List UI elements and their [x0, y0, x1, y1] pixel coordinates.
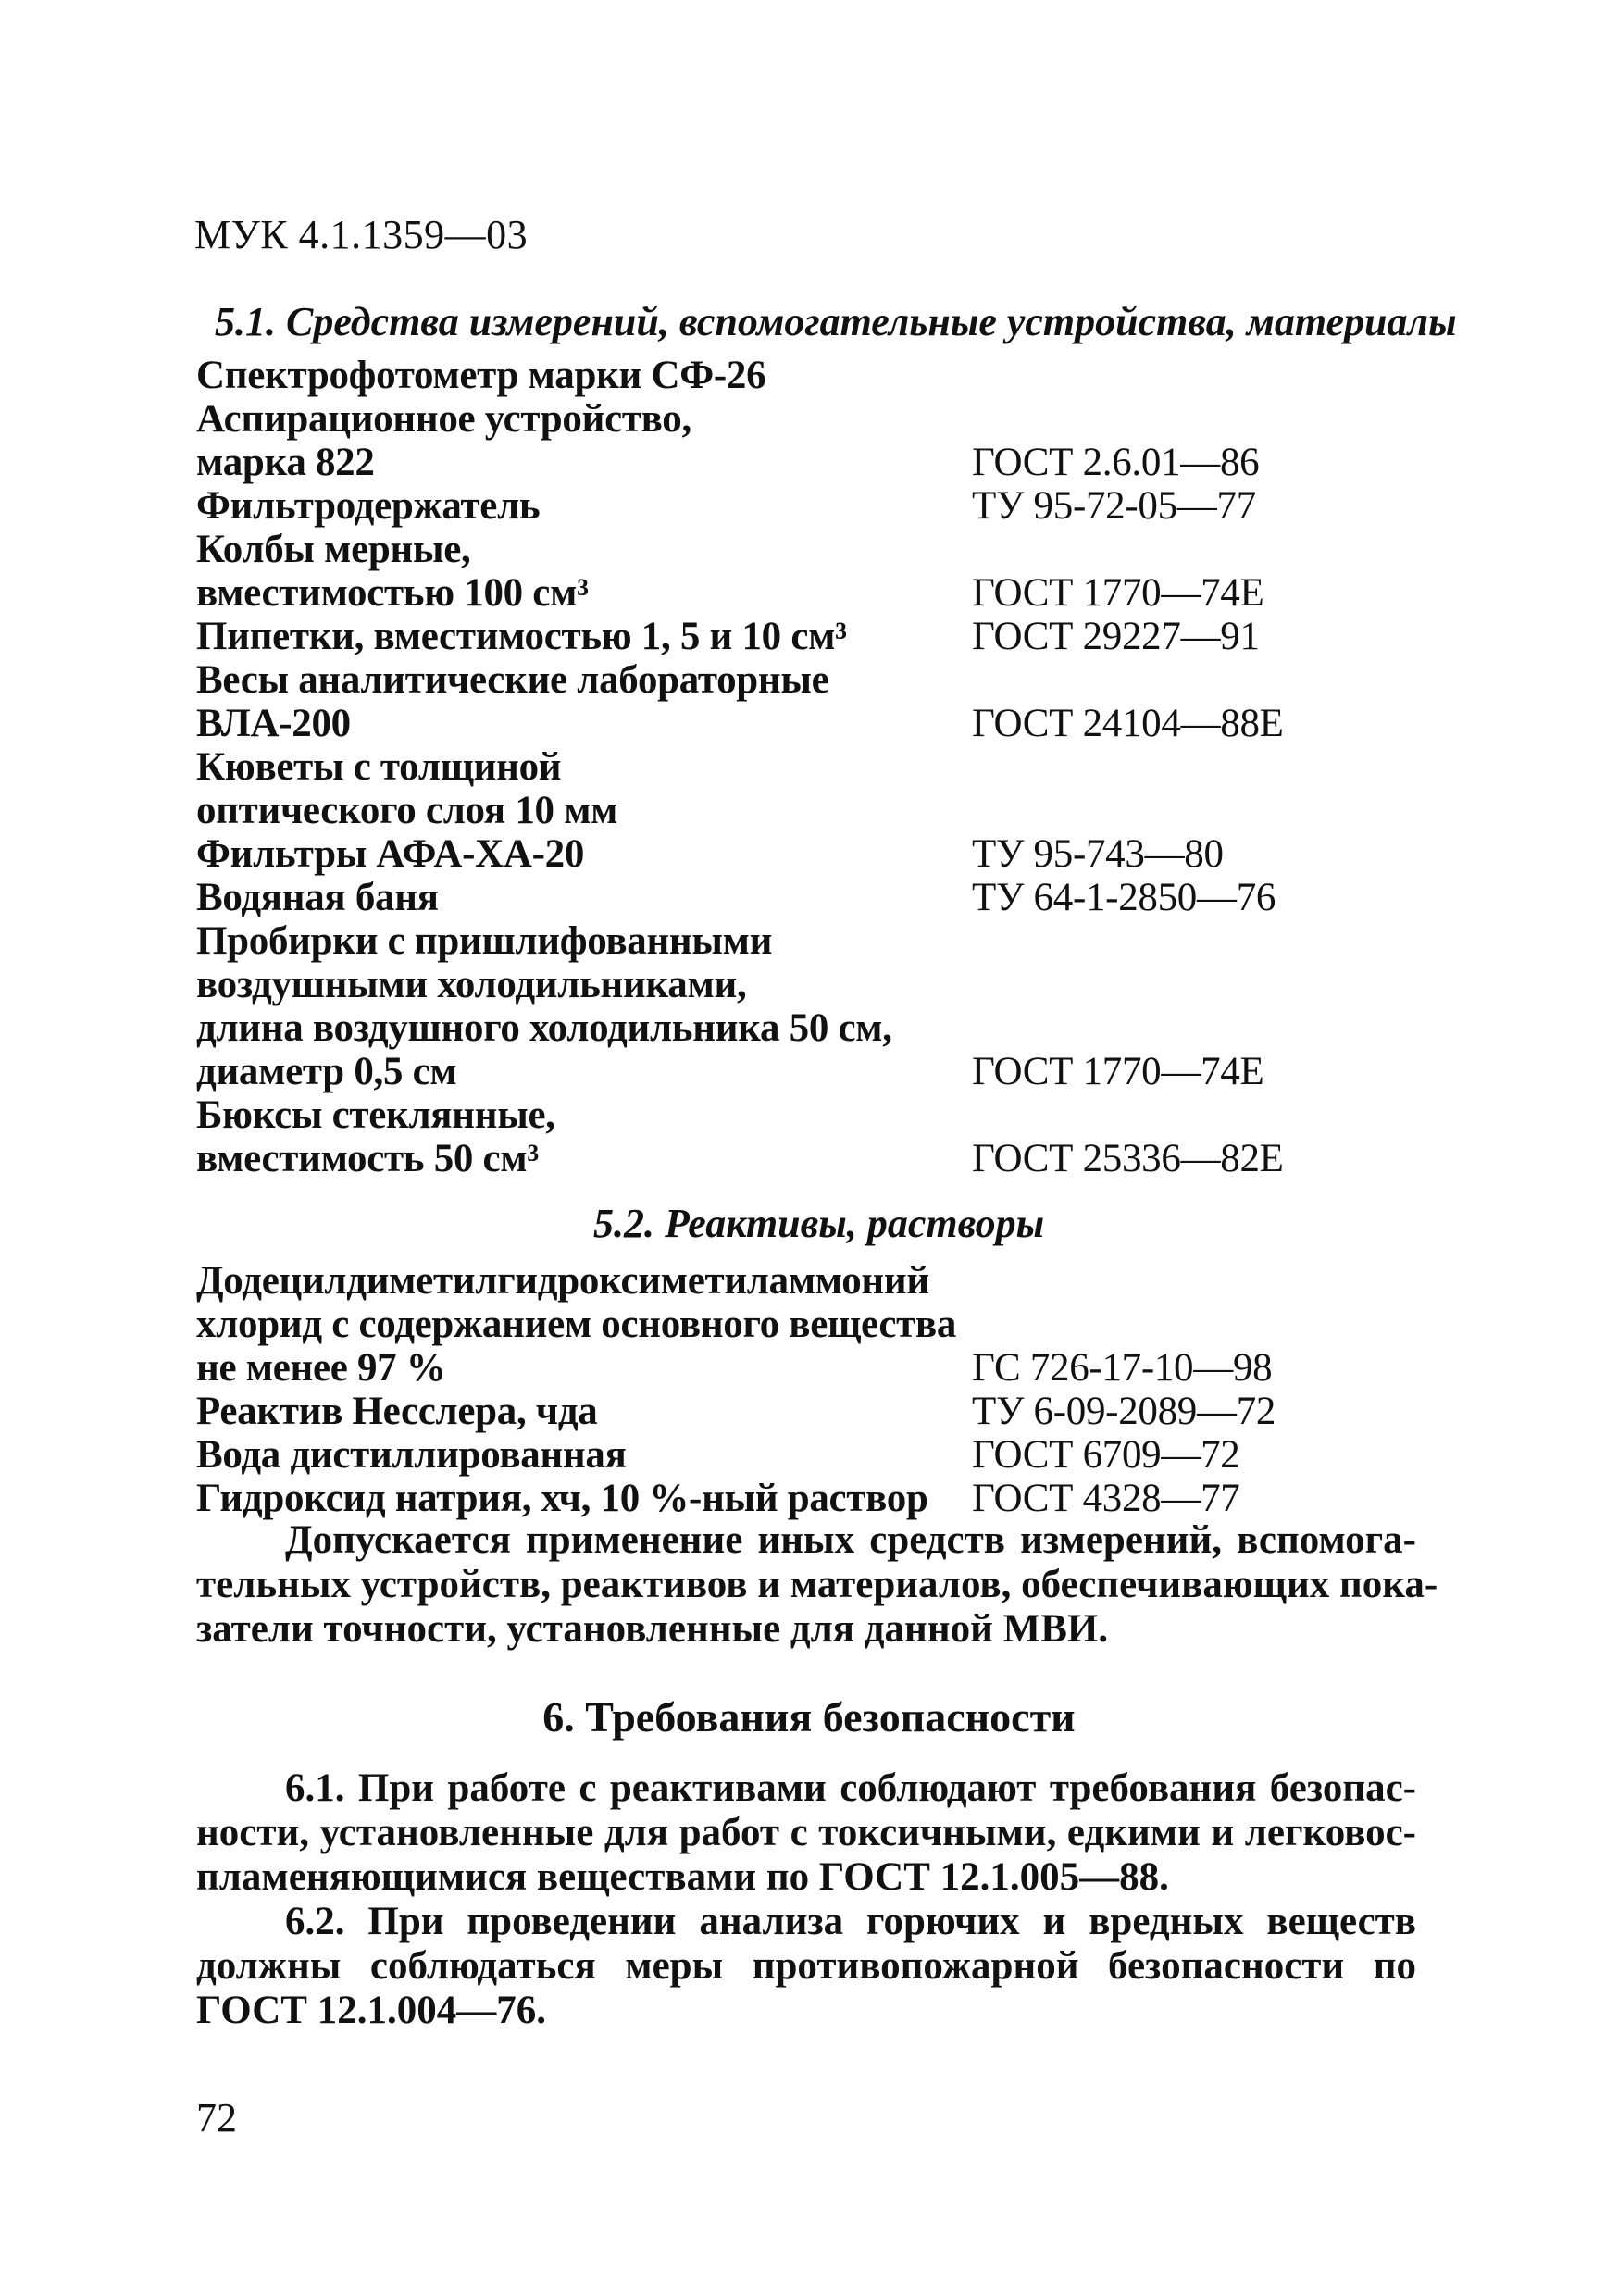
list-row [196, 1050, 1437, 1094]
list-row [196, 397, 1437, 442]
list-row [196, 658, 1437, 703]
substitution-note [196, 1518, 1438, 1652]
item-name: вместимость 50 см³ [196, 1137, 539, 1180]
item-name: Додецилдиметилгидроксиметиламмоний [196, 1259, 929, 1303]
page-number: 72 [196, 2095, 237, 2140]
list-row [196, 1390, 1437, 1434]
item-standard: ТУ 6-09-2089—72 [972, 1390, 1276, 1433]
section-5-2-heading: 5.2. Реактивы, растворы [593, 1201, 1045, 1246]
list-row [196, 919, 1437, 964]
item-name: Пробирки с пришлифованными [196, 919, 773, 963]
item-standard: ГОСТ 24104—88Е [972, 702, 1284, 745]
section-5-1-heading: 5.1. Средства измерений, вспомогательные устройства, материалы [215, 299, 1457, 344]
list-row [196, 1093, 1437, 1138]
list-row [196, 1303, 1437, 1347]
item-name: Водяная баня [196, 876, 439, 919]
item-name: Пипетки, вместимостью 1, 5 и 10 см³ [196, 615, 847, 658]
list-row [196, 1433, 1437, 1478]
item-name: Гидроксид натрия, хч, 10 %-ный раствор [196, 1477, 928, 1520]
item-name: воздушными холодильниками, [196, 963, 747, 1006]
item-standard: ТУ 95-72-05—77 [972, 484, 1256, 528]
list-row [196, 1137, 1437, 1181]
item-name: Спектрофотометр марки СФ-26 [196, 354, 766, 397]
item-name: Бюксы стеклянные, [196, 1093, 555, 1137]
item-name: Колбы мерные, [196, 528, 471, 571]
item-name: вместимостью 100 см³ [196, 571, 589, 615]
item-name: диаметр 0,5 см [196, 1050, 457, 1093]
paragraph-6-2 [196, 1900, 1416, 2033]
paragraph-line: ГОСТ 12.1.004—76. [196, 1989, 546, 2032]
paragraph-line: пламеняющимися веществами по ГОСТ 12.1.005—88. [196, 1855, 1169, 1899]
list-row [196, 1346, 1437, 1391]
item-name: Реактив Несслера, чда [196, 1390, 598, 1433]
item-name: Фильтродержатель [196, 484, 541, 528]
item-standard: ГОСТ 29227—91 [972, 615, 1260, 658]
list-row [196, 789, 1437, 833]
item-standard: ТУ 64-1-2850—76 [972, 876, 1276, 919]
paragraph-6-1 [196, 1766, 1416, 1900]
item-standard: ГОСТ 4328—77 [972, 1477, 1240, 1520]
list-row [196, 528, 1437, 572]
note-line: затели точности, установленные для данной МВИ. [196, 1607, 1109, 1651]
list-row [196, 832, 1437, 877]
list-row [196, 876, 1437, 920]
item-name: оптического слоя 10 мм [196, 789, 618, 832]
item-standard: ГС 726-17-10—98 [972, 1346, 1273, 1390]
section-6-heading: 6. Требования безопасности [542, 1693, 1076, 1741]
paragraph-line: ности, установленные для работ с токсичными, едкими и легковос- [196, 1811, 1416, 1854]
item-standard: ГОСТ 2.6.01—86 [972, 441, 1260, 484]
item-name: Фильтры АФА-ХА-20 [196, 832, 585, 876]
list-row [196, 963, 1437, 1007]
list-row [196, 571, 1437, 616]
list-row [196, 615, 1437, 659]
item-standard: ТУ 95-743—80 [972, 832, 1224, 876]
list-row [196, 1477, 1437, 1521]
item-name: Аспирационное устройство, [196, 397, 691, 441]
paragraph-line: 6.1. При работе с реактивами соблюдают требования безопас- [285, 1766, 1416, 1810]
list-row [196, 702, 1437, 746]
item-name: ВЛА-200 [196, 702, 351, 745]
list-row [196, 484, 1437, 529]
paragraph-line: должны соблюдаться меры противопожарной безопасности по [196, 1944, 1416, 1988]
note-line: тельных устройств, реактивов и материалов, обеспечивающих пока- [196, 1563, 1438, 1606]
paragraph-line: 6.2. При проведении анализа горючих и вредных веществ [285, 1900, 1416, 1943]
item-standard: ГОСТ 25336—82Е [972, 1137, 1284, 1180]
note-line: Допускается применение иных средств измерений, вспомога- [285, 1518, 1416, 1562]
list-row [196, 1006, 1437, 1051]
document-code: МУК 4.1.1359—03 [194, 212, 529, 257]
list-row [196, 745, 1437, 790]
item-name: не менее 97 % [196, 1346, 446, 1390]
list-row [196, 354, 1437, 398]
item-standard: ГОСТ 1770—74Е [972, 571, 1264, 615]
item-standard: ГОСТ 1770—74Е [972, 1050, 1264, 1093]
item-standard: ГОСТ 6709—72 [972, 1433, 1240, 1477]
item-name: хлорид с содержанием основного вещества [196, 1303, 957, 1346]
item-name: Вода дистиллированная [196, 1433, 627, 1477]
list-row [196, 1259, 1437, 1304]
item-name: марка 822 [196, 441, 375, 484]
item-name: Кюветы с толщиной [196, 745, 562, 789]
item-name: длина воздушного холодильника 50 см, [196, 1006, 892, 1050]
list-row [196, 441, 1437, 485]
item-name: Весы аналитические лабораторные [196, 658, 829, 702]
